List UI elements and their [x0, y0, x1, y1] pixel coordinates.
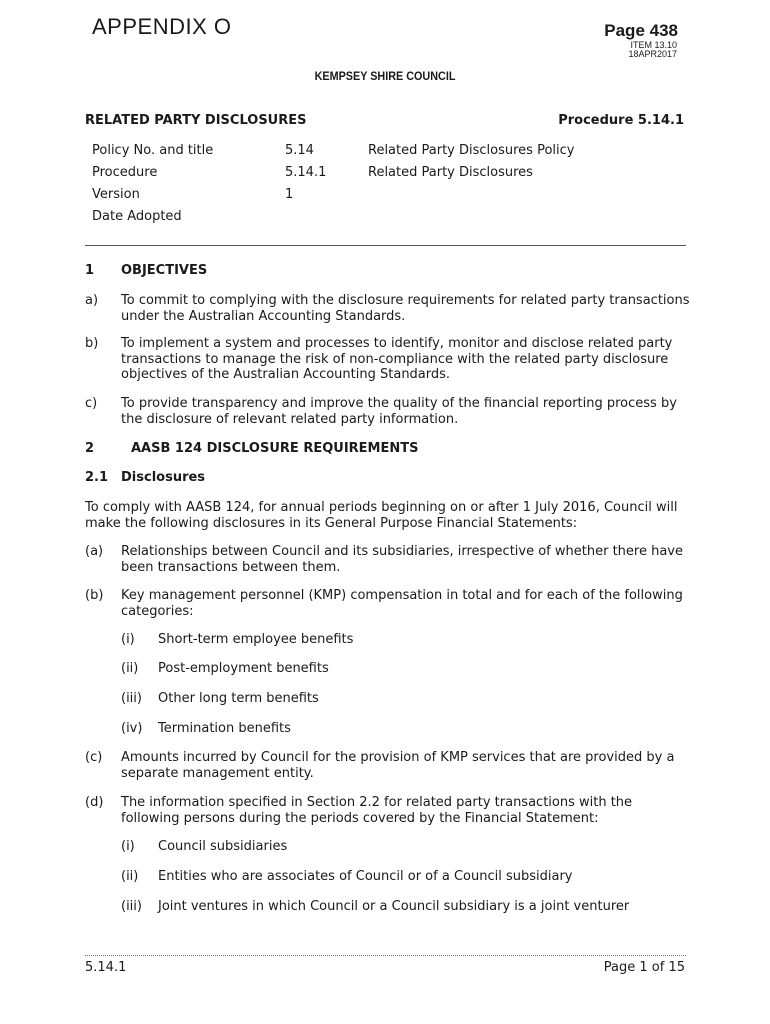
meta-label: Date Adopted [92, 209, 182, 224]
document-title: RELATED PARTY DISCLOSURES [85, 113, 307, 128]
item-text: The information specified in Section 2.2 for related party transactions with the following persons during the periods covered by the Financial Statement: [121, 795, 633, 826]
item-label: a) [85, 293, 99, 308]
section-heading: OBJECTIVES [121, 263, 208, 278]
council-name: KEMPSEY SHIRE COUNCIL [314, 69, 456, 83]
meta-number: 1 [285, 187, 294, 202]
section-number: 1 [85, 263, 95, 278]
footer-page-count: Page 1 of 15 [603, 960, 685, 975]
item-label: c) [85, 396, 98, 411]
subsection-number: 2.1 [85, 470, 109, 485]
subitem-text: Other long term benefits [158, 691, 319, 706]
meta-value: Related Party Disclosures [368, 165, 533, 180]
meta-label: Policy No. and title [92, 143, 214, 158]
item-text: To provide transparency and improve the quality of the financial reporting process by the disclosure of relevant related party information. [121, 396, 677, 427]
section-number: 2 [85, 441, 95, 456]
item-label: b) [85, 336, 99, 351]
item-text: Relationships between Council and its subsidiaries, irrespective of whether there have been transactions between them. [121, 544, 683, 575]
subitem-label: (iv) [121, 721, 143, 736]
item-number: ITEM 13.10 [630, 40, 677, 50]
meta-number: 5.14.1 [285, 165, 327, 180]
footer-divider [85, 955, 686, 956]
intro-paragraph: To comply with AASB 124, for annual periods beginning on or after 1 July 2016, Council will make the following disclosures in its General Purpose Financial Statements: [85, 500, 678, 531]
item-text: To implement a system and processes to identify, monitor and disclose related party transactions to manage the risk of non-compliance with the related party disclosure objectives of the Australian Accounting Standards. [121, 336, 673, 382]
subsection-heading: Disclosures [121, 470, 206, 485]
meta-label: Procedure [92, 165, 158, 180]
item-text: Amounts incurred by Council for the provision of KMP services that are provided by a separate management entity. [121, 750, 675, 781]
footer-procedure: 5.14.1 [85, 960, 127, 975]
divider [85, 245, 686, 246]
subitem-label: (ii) [121, 661, 139, 676]
subitem-text: Termination benefits [158, 721, 291, 736]
subitem-text: Short-term employee benefits [158, 632, 354, 647]
item-label: (c) [85, 750, 103, 765]
procedure-number: Procedure 5.14.1 [558, 113, 684, 128]
item-date: 18APR2017 [628, 49, 677, 59]
subitem-label: (i) [121, 839, 135, 854]
appendix-label: APPENDIX O [92, 14, 232, 39]
item-reference [628, 41, 677, 59]
meta-number: 5.14 [285, 143, 314, 158]
meta-value: Related Party Disclosures Policy [368, 143, 575, 158]
subitem-label: (iii) [121, 691, 142, 706]
item-label: (b) [85, 588, 104, 603]
item-text: To commit to complying with the disclosure requirements for related party transactions under the Australian Accounting Standards. [121, 293, 690, 324]
subitem-text: Council subsidiaries [158, 839, 288, 854]
subitem-label: (iii) [121, 899, 142, 914]
subitem-text: Entities who are associates of Council or of a Council subsidiary [158, 869, 573, 884]
subitem-text: Post-employment benefits [158, 661, 329, 676]
page-number: Page 438 [604, 21, 678, 40]
subitem-label: (ii) [121, 869, 139, 884]
meta-label: Version [92, 187, 140, 202]
item-text: Key management personnel (KMP) compensation in total and for each of the following categories: [121, 588, 683, 619]
item-label: (d) [85, 795, 104, 810]
subitem-text: Joint ventures in which Council or a Council subsidiary is a joint venturer [158, 899, 630, 914]
section-heading: AASB 124 DISCLOSURE REQUIREMENTS [131, 441, 419, 456]
item-label: (a) [85, 544, 104, 559]
subitem-label: (i) [121, 632, 135, 647]
